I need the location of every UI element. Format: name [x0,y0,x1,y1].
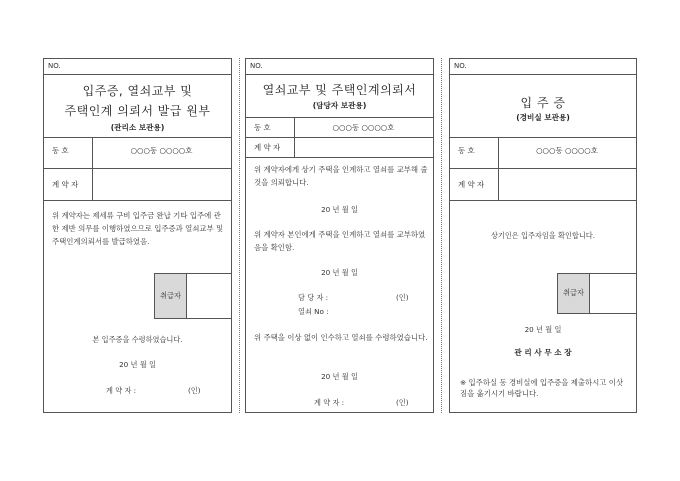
panel2-unit-label: 동 호 [254,123,271,132]
panel1-title-line1: 입주증, 열쇠교부 및 [82,84,193,98]
panel2-manager-seal: (인) [396,293,409,302]
panel3-divider [450,74,636,75]
panel2-date-confirm: 20 년 월 일 [321,268,358,277]
panel2-divider [246,74,433,75]
panel3-divider [450,137,636,138]
panel2-seal: (인) [396,398,409,407]
panel3-number-label: NO. [454,62,467,70]
panel2-body-confirm: 위 계약자 본인에게 주택을 인계하고 열쇠를 교부하였음을 확인함. [254,230,426,252]
panel3-unit-label: 동 호 [458,146,475,155]
panel1-unit-value: ○○○동 ○○○○호 [130,146,193,155]
panel3-subtitle: (경비실 보관용) [516,113,570,122]
panel3-contractor-label: 계 약 자 [458,180,485,189]
panel1-title-line2: 주택인계 의뢰서 발급 원부 [64,104,211,118]
panel1-seal: (인) [188,386,201,395]
panel3-date: 20 년 월 일 [524,325,562,334]
panel1-handler-signature-box[interactable] [186,273,231,319]
panel2-divider [246,117,433,118]
panel2-signer-label: 계 약 자 : [314,398,345,407]
panel1-handler-label: 취급자 [160,291,181,300]
panel3-handler-signature-box[interactable] [589,273,636,314]
panel3-office-manager: 관 리 사 무 소 장 [514,348,572,357]
panel3-note: ※ 입주하실 동 경비실에 입주증을 제출하시고 이삿짐을 옮기시기 바랍니다. [460,378,624,398]
panel1-divider [44,74,231,75]
panel2-subtitle: (담당자 보관용) [312,101,367,110]
panel1-divider [44,168,231,169]
panel3-title: 입 주 증 [520,96,566,110]
panel1-signer-label: 계 약 자 : [106,386,137,395]
panel1-number-label: NO. [48,62,61,70]
panel1-handler-label-cell [154,273,187,319]
panel1-divider [44,137,231,138]
panel2-divider [246,157,433,158]
panel2-divider [246,137,433,138]
panel3-handler-label-cell [557,273,590,314]
panel3-confirm-text: 상기인은 입주자임을 확인합니다. [490,231,596,240]
panel3-unit-value: ○○○동 ○○○○호 [536,146,598,155]
panel3-divider [450,168,636,169]
panel2-manager-label: 담 당 자 : [298,293,329,302]
cut-line-2 [441,58,442,413]
panel2-body-request: 위 계약자에게 상기 주택을 인계하고 열쇠를 교부해 줄 것을 의뢰합니다. [254,165,428,187]
panel1-contractor-label: 계 약 자 [52,180,79,189]
panel2-unit-value: ○○○동 ○○○○호 [332,123,395,132]
panel-guardroom-copy [449,58,637,413]
panel2-number-label: NO. [250,62,263,70]
panel1-subtitle: (관리소 보관용) [110,123,165,132]
panel1-unit-label: 동 호 [52,146,69,155]
panel3-handler-label: 취급자 [563,288,584,297]
panel-management-copy [43,58,232,413]
panel1-divider [44,200,231,201]
panel1-date: 20 년 월 일 [119,360,156,369]
panel-manager-copy [245,58,434,413]
cut-line-1 [239,58,240,413]
panel2-date-request: 20 년 월 일 [321,205,358,214]
panel1-received-text: 본 입주증을 수령하였습니다. [92,335,183,344]
panel2-title: 열쇠교부 및 주택인계의뢰서 [262,83,417,97]
panel2-body-receipt: 위 주택을 이상 없이 인수하고 열쇠를 수령하였습니다. [254,333,428,342]
panel2-key-number-label: 열쇠 No : [298,307,329,316]
panel2-contractor-label: 계 약 자 [254,143,281,152]
panel2-date-receipt: 20 년 월 일 [321,372,358,381]
panel1-body-text: 위 계약자는 제세류 구비 입주금 완납 기타 입주에 관한 제반 의무를 이행하였으므로 입주증과 열쇠교부 및 주택인계의뢰서를 발급하였음. [52,211,224,246]
panel3-divider [450,200,636,201]
